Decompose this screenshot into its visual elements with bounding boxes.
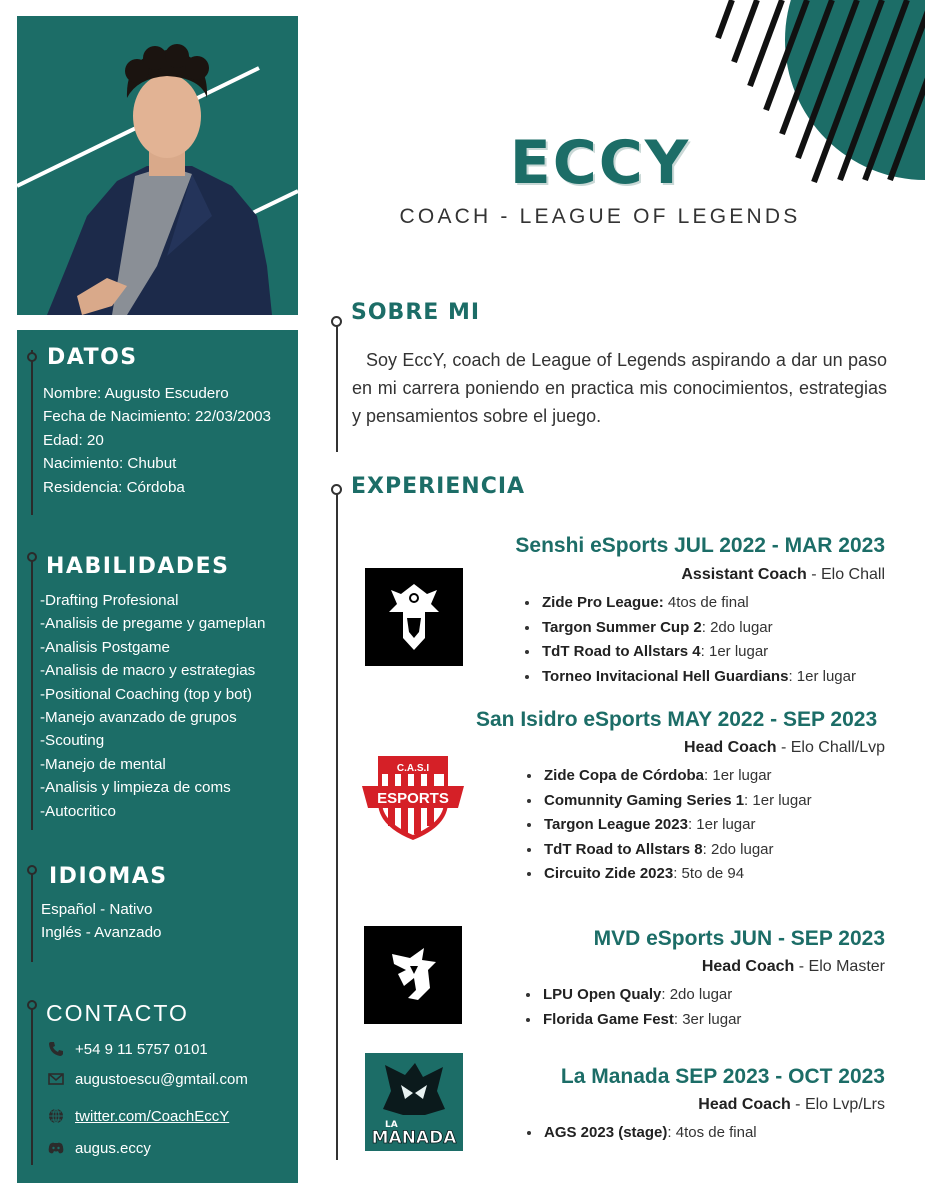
- achievement-item: • Zide Copa de Córdoba: 1er lugar: [542, 764, 812, 789]
- person-role: COACH - LEAGUE OF LEGENDS: [399, 205, 801, 228]
- sidebar-timeline-datos: [31, 350, 33, 515]
- achievements-list: [521, 983, 741, 1032]
- contact-email[interactable]: [47, 1068, 248, 1090]
- timeline-dot: [331, 484, 342, 495]
- job-title: MVD eSports JUN - SEP 2023: [593, 927, 885, 950]
- contact-twitter[interactable]: [47, 1105, 229, 1127]
- achievement-item: • TdT Road to Allstars 8: 2do lugar: [542, 838, 812, 863]
- job-title: Senshi eSports JUL 2022 - MAR 2023: [515, 534, 885, 557]
- sidebar-timeline-habilidades: [31, 560, 33, 830]
- job-title: La Manada SEP 2023 - OCT 2023: [560, 1065, 885, 1088]
- habilidad-item: -Manejo de mental: [40, 755, 166, 773]
- contact-phone-text: +54 9 11 5757 0101: [75, 1040, 208, 1058]
- achievement-item: • LPU Open Qualy: 2do lugar: [541, 983, 741, 1008]
- achievements-list: [522, 764, 812, 887]
- globe-icon: [47, 1107, 65, 1125]
- job-elo: - Elo Master: [794, 958, 885, 975]
- achievement-item: • Comunnity Gaming Series 1: 1er lugar: [542, 789, 812, 814]
- achievement-item: • Targon Summer Cup 2: 2do lugar: [540, 616, 856, 641]
- sidebar: [17, 330, 298, 1183]
- sidebar-timeline-contacto: [31, 1005, 33, 1165]
- habilidad-item: -Analisis de pregame y gameplan: [40, 615, 266, 633]
- job-role-name: Assistant Coach: [681, 566, 807, 583]
- timeline-dot: [331, 316, 342, 327]
- job-role-name: Head Coach: [701, 958, 795, 975]
- sidebar-timeline-dot: [27, 865, 37, 875]
- casi-esports-logo: [360, 750, 466, 842]
- job-role: [702, 958, 885, 976]
- habilidades-list: [40, 589, 265, 823]
- habilidad-item: -Manejo avanzado de grupos: [40, 709, 237, 727]
- contact-phone: [47, 1038, 208, 1060]
- la-manada-logo-manada-text: MANADA: [371, 1128, 457, 1148]
- mvd-wolf-logo: [364, 926, 462, 1024]
- contact-discord: [47, 1137, 151, 1159]
- person-name: ECCY: [509, 128, 691, 198]
- job-elo: - Elo Chall: [806, 566, 885, 583]
- datos-item: Fecha de Nacimiento: 22/03/2003: [43, 408, 271, 426]
- experiencia-title: EXPERIENCIA: [351, 474, 526, 499]
- achievement-item: • AGS 2023 (stage): 4tos de final: [542, 1121, 757, 1146]
- habilidad-item: -Analisis de macro y estrategias: [40, 662, 256, 680]
- achievement-item: • Zide Pro League: 4tos de final: [540, 591, 856, 616]
- achievement-item: • Florida Game Fest: 3er lugar: [541, 1008, 741, 1033]
- sidebar-timeline-dot: [27, 352, 37, 362]
- job-elo: - Elo Chall/Lvp: [776, 739, 885, 756]
- habilidad-item: -Analisis Postgame: [40, 638, 170, 656]
- phone-icon: [47, 1040, 65, 1058]
- sobre-mi-text: Soy EccY, coach de League of Legends aspirando a dar un paso en mi carrera poniendo en practica mis conocimientos, estrategias y pensamientos sobre el juego.: [352, 350, 887, 426]
- job-role-name: Head Coach: [698, 1096, 791, 1113]
- timeline-line-sobre-mi: [336, 322, 338, 452]
- achievement-item: • Targon League 2023: 1er lugar: [542, 813, 812, 838]
- contact-twitter-link[interactable]: twitter.com/CoachEccY: [75, 1107, 230, 1125]
- sidebar-timeline-dot: [27, 552, 37, 562]
- sobre-mi-title: SOBRE MI: [351, 300, 481, 325]
- timeline-line-experiencia: [336, 490, 338, 1160]
- mail-icon: [47, 1070, 65, 1088]
- job-role: [684, 739, 885, 757]
- habilidad-item: -Positional Coaching (top y bot): [40, 685, 252, 703]
- idiomas-list: [41, 898, 161, 945]
- achievement-item: • TdT Road to Allstars 4: 1er lugar: [540, 640, 856, 665]
- senshi-logo: [365, 568, 463, 666]
- sidebar-timeline-dot: [27, 1000, 37, 1010]
- profile-photo: [17, 16, 298, 315]
- habilidad-item: -Autocritico: [40, 802, 116, 820]
- datos-item: Nombre: Augusto Escudero: [43, 385, 229, 402]
- idioma-item: Español - Nativo: [41, 901, 153, 918]
- achievement-item: • Torneo Invitacional Hell Guardians: 1er lugar: [540, 665, 856, 690]
- habilidad-item: -Drafting Profesional: [40, 592, 179, 609]
- achievements-list: [520, 591, 856, 689]
- job-role: [698, 1096, 885, 1114]
- datos-item: Nacimiento: Chubut: [43, 455, 177, 473]
- idioma-item: Inglés - Avanzado: [41, 924, 162, 942]
- idiomas-title: IDIOMAS: [49, 864, 168, 889]
- discord-icon: [47, 1139, 65, 1157]
- datos-title: DATOS: [47, 345, 138, 370]
- contacto-title: CONTACTO: [46, 1000, 189, 1026]
- casi-logo-top-text: C.A.S.I: [396, 763, 430, 774]
- contact-email-text[interactable]: augustoescu@gmtail.com: [75, 1070, 248, 1088]
- la-manada-logo: [365, 1053, 463, 1151]
- datos-item: Edad: 20: [43, 431, 104, 449]
- job-title: San Isidro eSports MAY 2022 - SEP 2023: [476, 708, 878, 731]
- datos-item: Residencia: Córdoba: [43, 478, 185, 496]
- job-role-name: Head Coach: [684, 739, 777, 756]
- job-elo: - Elo Lvp/Lrs: [790, 1096, 885, 1113]
- sidebar-timeline-idiomas: [31, 870, 33, 962]
- habilidades-title: HABILIDADES: [46, 554, 230, 579]
- achievements-list: [522, 1121, 757, 1146]
- contact-discord-text: augus.eccy: [75, 1139, 151, 1157]
- la-manada-logo-la-text: LA: [385, 1120, 398, 1130]
- casi-logo-esports-text: ESPORTS: [377, 790, 449, 807]
- job-role: [681, 566, 885, 584]
- habilidad-item: -Analisis y limpieza de coms: [40, 779, 231, 797]
- habilidad-item: -Scouting: [40, 732, 105, 750]
- datos-list: [43, 382, 271, 499]
- achievement-item: • Circuito Zide 2023: 5to de 94: [542, 862, 812, 887]
